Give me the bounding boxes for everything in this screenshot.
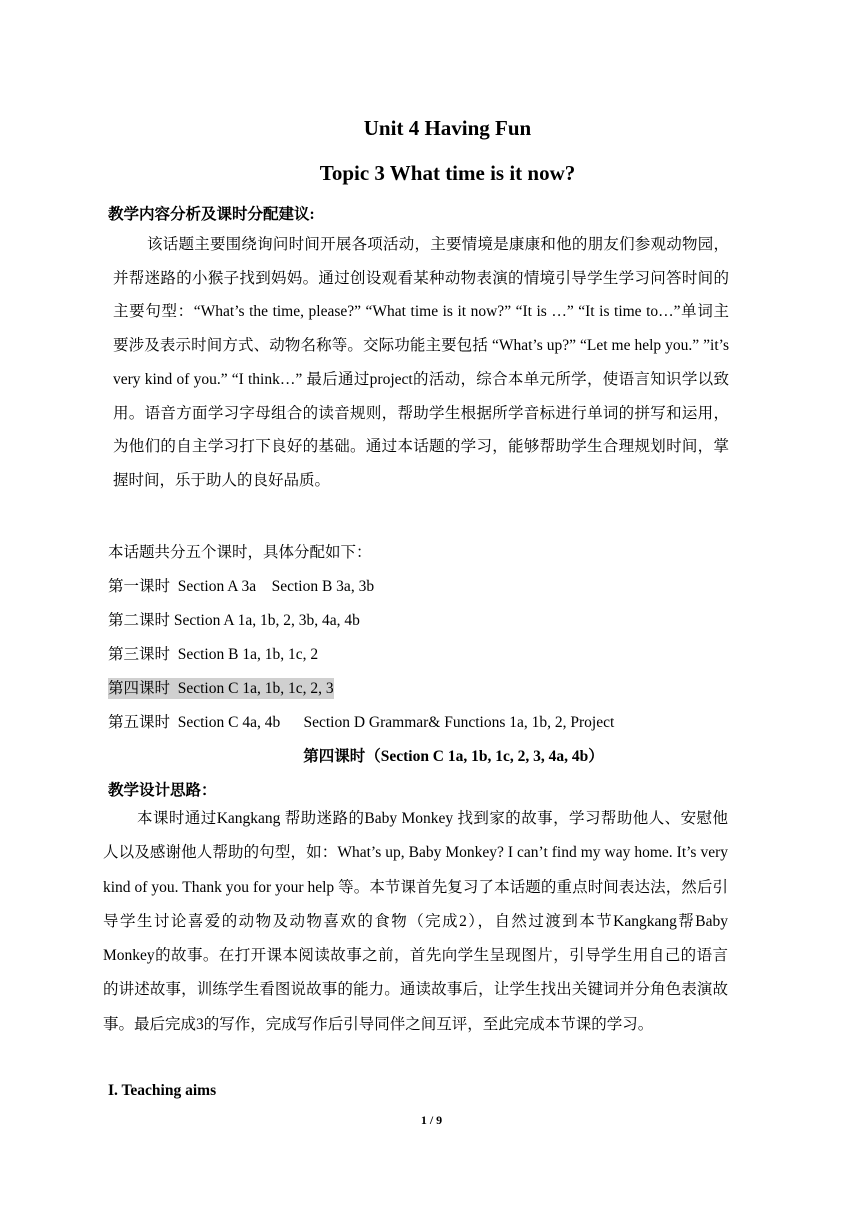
analysis-text: 该话题主要围绕询问时间开展各项活动，主要情境是康康和他的朋友们参观动物园，并帮迷路的小猴子找到妈妈。通过创设观看某种动物表演的情境引导学生学习问答时间的主要句型：“What’s the time, please?” “What time is it now?” “It is …” “It is time to…”单词主要涉及表示时间方式、动物名称等。交际功能主要包括 “What’s up?” “Let me help you.” ”it’s very kind of you.” “I think…” 最后通过project的活动，综合本单元所学，使语言知识学以致用。语音方面学习字母组合的读音规则，帮助学生根据所学音标进行单词的拼写和运用，为他们的自主学习打下良好的基础。通过本话题的学习，能够帮助学生合理规划时间，掌握时间，乐于助人的良好品质。 [113, 236, 729, 489]
schedule-intro: 本话题共分五个课时，具体分配如下： [108, 544, 372, 561]
design-paragraph [103, 802, 728, 1042]
schedule-item-3: 第三课时 Section B 1a, 1b, 1c, 2 [108, 646, 319, 663]
schedule-item-1: 第一课时 Section A 3a Section B 3a, 3b [108, 578, 375, 595]
design-heading: 教学设计思路： [108, 782, 217, 799]
design-text: 本课时通过Kangkang 帮助迷路的Baby Monkey 找到家的故事，学习帮助他人、安慰他人以及感谢他人帮助的句型，如：What’s up, Baby Monkey? I can’t find my way home. It’s very kind of you. Thank you for your help 等。本节课首先复习了本话题的重点时间表达法，然后引导学生讨论喜爱的动物及动物喜欢的食物（完成2），自然过渡到本节Kangkang帮Baby Monkey的故事。在打开课本阅读故事之前，首先向学生呈现图片，引导学生用自己的语言的讲述故事，训练学生看图说故事的能力。通读故事后，让学生找出关键词并分角色表演故事。最后完成3的写作，完成写作后引导同伴之间互评，至此完成本节课的学习。 [103, 810, 728, 1033]
unit-title: Unit 4 Having Fun [363, 116, 532, 140]
highlighted-schedule-item: 第四课时 Section C 1a, 1b, 1c, 2, 3 [108, 680, 334, 697]
lesson-title: 第四课时（Section C 1a, 1b, 1c, 2, 3, 4a, 4b） [303, 748, 604, 765]
schedule-item-4 [108, 676, 334, 698]
page-number: 1 / 9 [420, 1113, 443, 1127]
schedule-item-5: 第五课时 Section C 4a, 4b Section D Grammar& Functions 1a, 1b, 2, Project [108, 714, 615, 731]
analysis-heading: 教学内容分析及课时分配建议: [108, 206, 315, 223]
analysis-paragraph [113, 228, 729, 498]
topic-title: Topic 3 What time is it now? [319, 161, 576, 185]
schedule-item-2: 第二课时 Section A 1a, 1b, 2, 3b, 4a, 4b [108, 612, 360, 629]
aims-heading: I. Teaching aims [108, 1082, 217, 1099]
